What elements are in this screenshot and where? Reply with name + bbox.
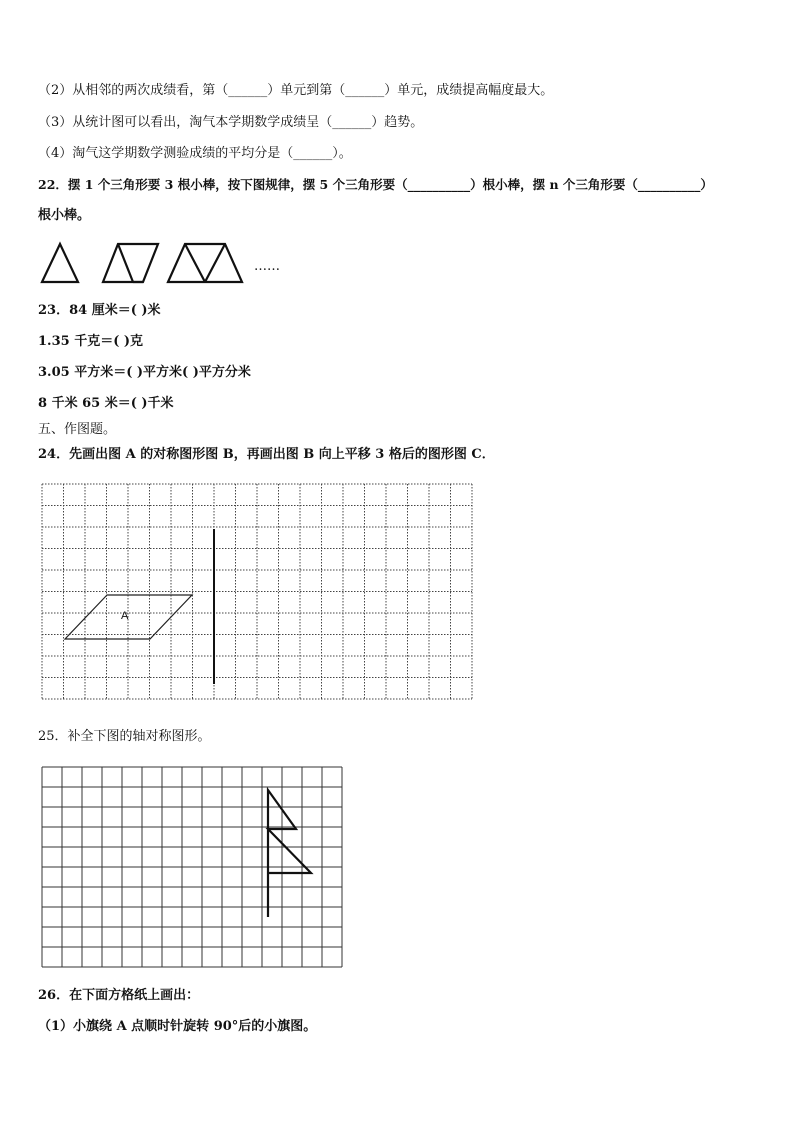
section-5-heading: 五、作图题。 — [38, 422, 117, 437]
q23-a: 23．84 厘米＝( )米 — [38, 303, 161, 318]
q22-text: 22．摆 1 个三角形要 3 根小棒，按下图规律，摆 5 个三角形要（__________）根小棒，摆 n 个三角形要（__________） — [38, 177, 713, 192]
q21-part2: （2）从相邻的两次成绩看，第（______）单元到第（______）单元，成绩提高幅度最大。 — [38, 83, 554, 98]
q22-text-cont: 根小棒。 — [38, 208, 91, 223]
ellipsis: …… — [254, 259, 280, 274]
q21-part3: （3）从统计图可以看出，淘气本学期数学成绩呈（______）趋势。 — [38, 115, 424, 130]
q23-b: 1.35 千克＝( )克 — [38, 334, 144, 349]
shape-label-a: A — [121, 610, 129, 622]
q23-c: 3.05 平方米＝( )平方米( )平方分米 — [38, 365, 251, 380]
q25-text: 25．补全下图的轴对称图形。 — [38, 729, 211, 744]
q26-text: 26．在下面方格纸上画出： — [38, 988, 200, 1003]
q26-part1: （1）小旗绕 A 点顺时针旋转 90°后的小旗图。 — [38, 1019, 317, 1034]
q24-text: 24．先画出图 A 的对称图形图 B，再画出图 B 向上平移 3 格后的图形图 C． — [38, 447, 495, 462]
triangle-3 — [168, 244, 242, 282]
triangle-1 — [42, 244, 78, 282]
grid-q24 — [42, 484, 472, 706]
grid-q25 — [42, 767, 345, 962]
q23-d: 8 千米 65 米＝( )千米 — [38, 396, 174, 411]
half-figure — [268, 790, 311, 917]
q21-part4: （4）淘气这学期数学测验成绩的平均分是（______）。 — [38, 146, 352, 161]
triangle-pattern — [38, 240, 288, 290]
